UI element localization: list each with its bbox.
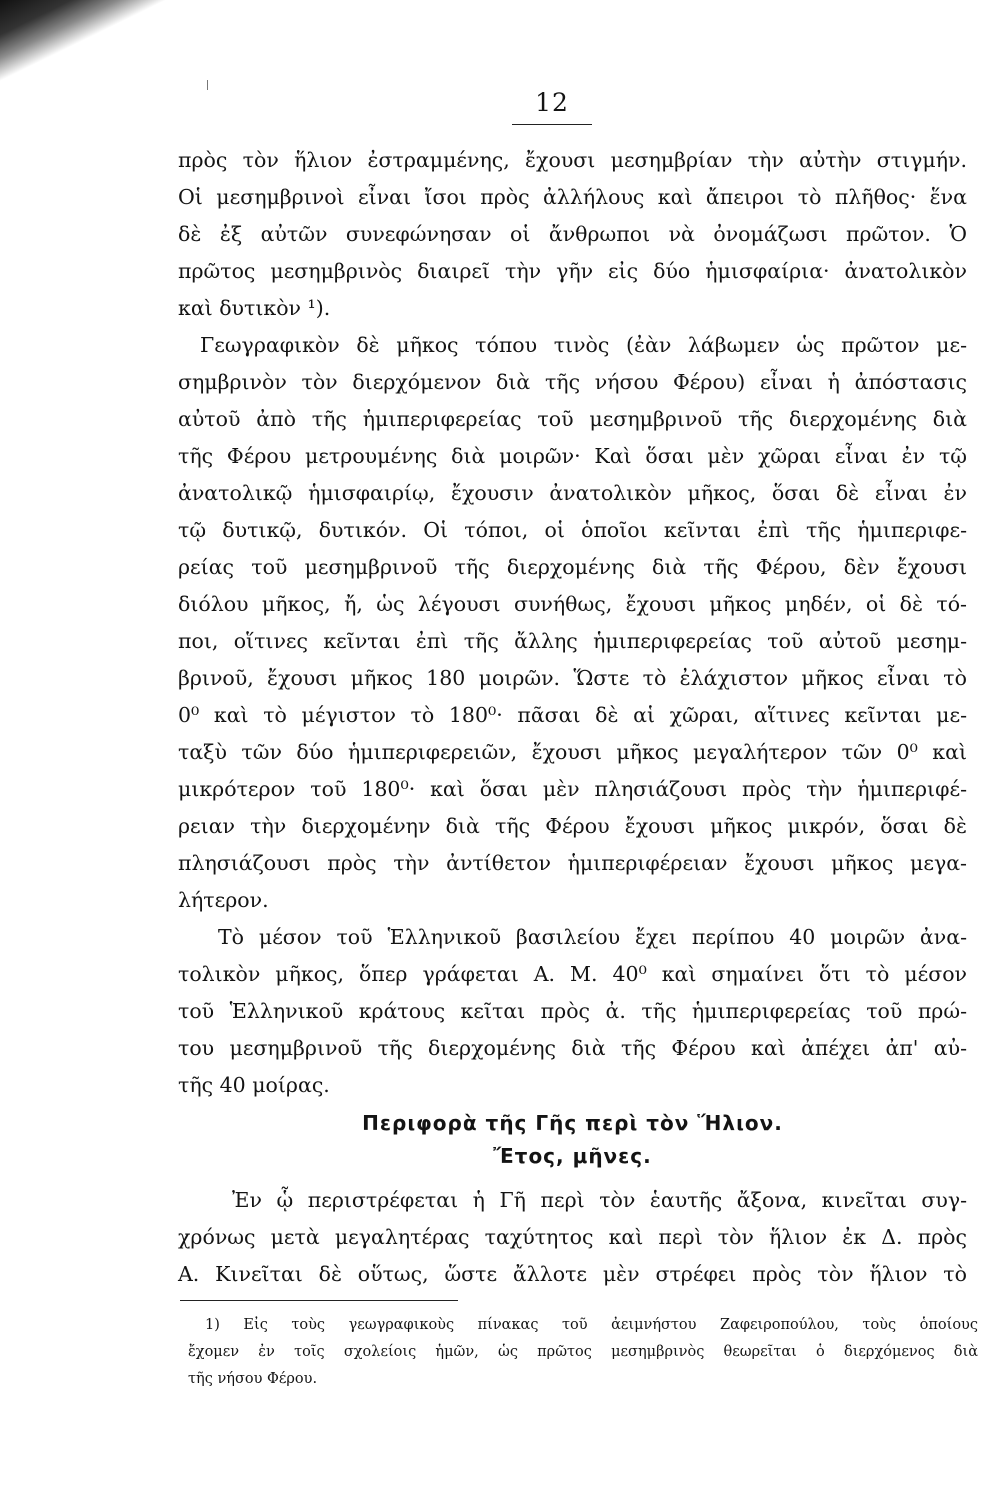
text-line: πλησιάζουσι πρὸς τὴν ἀντίθετον ἡμιπεριφέρειαν ἔχουσι μῆκος μεγα- <box>178 851 967 875</box>
text-line: πρῶτος μεσημβρινὸς διαιρεῖ τὴν γῆν εἰς δύο ἡμισφαίρια· ἀνατολικὸν <box>178 259 967 283</box>
text-line: ταξὺ τῶν δύο ἡμιπεριφερειῶν, ἔχουσι μῆκος μεγαλήτερον τῶν 0⁰ καὶ <box>178 740 967 764</box>
text-line: Τὸ μέσον τοῦ Ἑλληνικοῦ βασιλείου ἔχει περίπου 40 μοιρῶν ἀνα- <box>218 925 967 949</box>
text-line: καὶ δυτικὸν ¹). <box>178 296 331 320</box>
page-number: 12 <box>535 88 569 117</box>
footnote-line: ἔχομεν ἐν τοῖς σχολείοις ἡμῶν, ὡς πρῶτος μεσημβρινὸς θεωρεῖται ὁ διερχόμενος διὰ <box>188 1344 978 1360</box>
text-line: μικρότερον τοῦ 180⁰· καὶ ὅσαι μὲν πλησιάζουσι πρὸς τὴν ἡμιπεριφέ- <box>178 777 967 801</box>
scan-mark <box>207 80 212 90</box>
text-line: αὐτοῦ ἀπὸ τῆς ἡμιπεριφερείας τοῦ μεσημβρινοῦ τῆς διερχομένης διὰ <box>178 407 967 431</box>
text-line: ἀνατολικῷ ἡμισφαιρίῳ, ἔχουσιν ἀνατολικὸν μῆκος, ὅσαι δὲ εἶναι ἐν <box>178 481 967 505</box>
text-line: Α. Κινεῖται δὲ οὕτως, ὥστε ἄλλοτε μὲν στρέφει πρὸς τὸν ἥλιον τὸ <box>178 1262 967 1286</box>
text-line: τοῦ Ἑλληνικοῦ κράτους κεῖται πρὸς ἀ. τῆς ἡμιπεριφερείας τοῦ πρώ- <box>178 999 967 1023</box>
text-line: σημβρινὸν τὸν διερχόμενον διὰ τῆς νήσου Φέρου) εἶναι ἡ ἀπόστασις <box>178 370 967 394</box>
text-line: 0⁰ καὶ τὸ μέγιστον τὸ 180⁰· πᾶσαι δὲ αἱ χῶραι, αἵτινες κεῖνται με- <box>178 703 967 727</box>
text-line: τολικὸν μῆκος, ὅπερ γράφεται Α. Μ. 40⁰ καὶ σημαίνει ὅτι τὸ μέσον <box>178 962 967 986</box>
footnote-line: τῆς νήσου Φέρου. <box>188 1371 318 1387</box>
text-line: Γεωγραφικὸν δὲ μῆκος τόπου τινὸς (ἐὰν λάβωμεν ὡς πρῶτον με- <box>200 333 967 357</box>
text-line: ρείας τοῦ μεσημβρινοῦ τῆς διερχομένης διὰ τῆς Φέρου, δὲν ἔχουσι <box>178 555 967 579</box>
footnote-line: 1) Εἰς τοὺς γεωγραφικοὺς πίνακας τοῦ ἀειμνήστου Ζαφειροπούλου, τοὺς ὁποίους <box>205 1317 978 1333</box>
scan-corner-shadow <box>0 0 170 110</box>
text-line: ρειαν τὴν διερχομένην διὰ τῆς Φέρου ἔχουσι μῆκος μικρόν, ὅσαι δὲ <box>178 814 967 838</box>
text-line: διόλου μῆκος, ἤ, ὡς λέγουσι συνήθως, ἔχουσι μῆκος μηδέν, οἱ δὲ τό- <box>178 592 967 616</box>
text-line: Ἐν ᾧ περιστρέφεται ἡ Γῆ περὶ τὸν ἑαυτῆς ἄξονα, κινεῖται συγ- <box>232 1188 967 1212</box>
text-line: δὲ ἐξ αὐτῶν συνεφώνησαν οἱ ἄνθρωποι νὰ ὀνομάζωσι πρῶτον. Ὁ <box>178 222 967 246</box>
text-line: χρόνως μετὰ μεγαλητέρας ταχύτητος καὶ περὶ τὸν ἥλιον ἐκ Δ. πρὸς <box>178 1225 967 1249</box>
text-line: τῆς Φέρου μετρουμένης διὰ μοιρῶν· Καὶ ὅσαι μὲν χῶραι εἶναι ἐν τῷ <box>178 444 967 468</box>
section-subheading: Ἔτος, μῆνες. <box>493 1144 652 1168</box>
page-number-rule <box>512 124 592 125</box>
text-line: πρὸς τὸν ἥλιον ἐστραμμένης, ἔχουσι μεσημβρίαν τὴν αὐτὴν στιγμήν. <box>178 148 967 172</box>
text-line: τῆς 40 μοίρας. <box>178 1073 330 1097</box>
text-line: βρινοῦ, ἔχουσι μῆκος 180 μοιρῶν. Ὥστε τὸ ἐλάχιστον μῆκος εἶναι τὸ <box>178 666 967 690</box>
footnote-rule <box>180 1300 458 1301</box>
section-heading: Περιφορὰ τῆς Γῆς περὶ τὸν Ἥλιον. <box>362 1111 783 1135</box>
text-line: Οἱ μεσημβρινοὶ εἶναι ἴσοι πρὸς ἀλλήλους καὶ ἄπειροι τὸ πλῆθος· ἕνα <box>178 185 967 209</box>
text-line: του μεσημβρινοῦ τῆς διερχομένης διὰ τῆς Φέρου καὶ ἀπέχει ἀπ' αὐ- <box>178 1036 967 1060</box>
text-line: ποι, οἵτινες κεῖνται ἐπὶ τῆς ἄλλης ἡμιπεριφερείας τοῦ αὐτοῦ μεσημ- <box>178 629 967 653</box>
text-line: τῷ δυτικῷ, δυτικόν. Οἱ τόποι, οἱ ὁποῖοι κεῖνται ἐπὶ τῆς ἡμιπεριφε- <box>178 518 967 542</box>
text-line: λήτερον. <box>178 888 269 912</box>
